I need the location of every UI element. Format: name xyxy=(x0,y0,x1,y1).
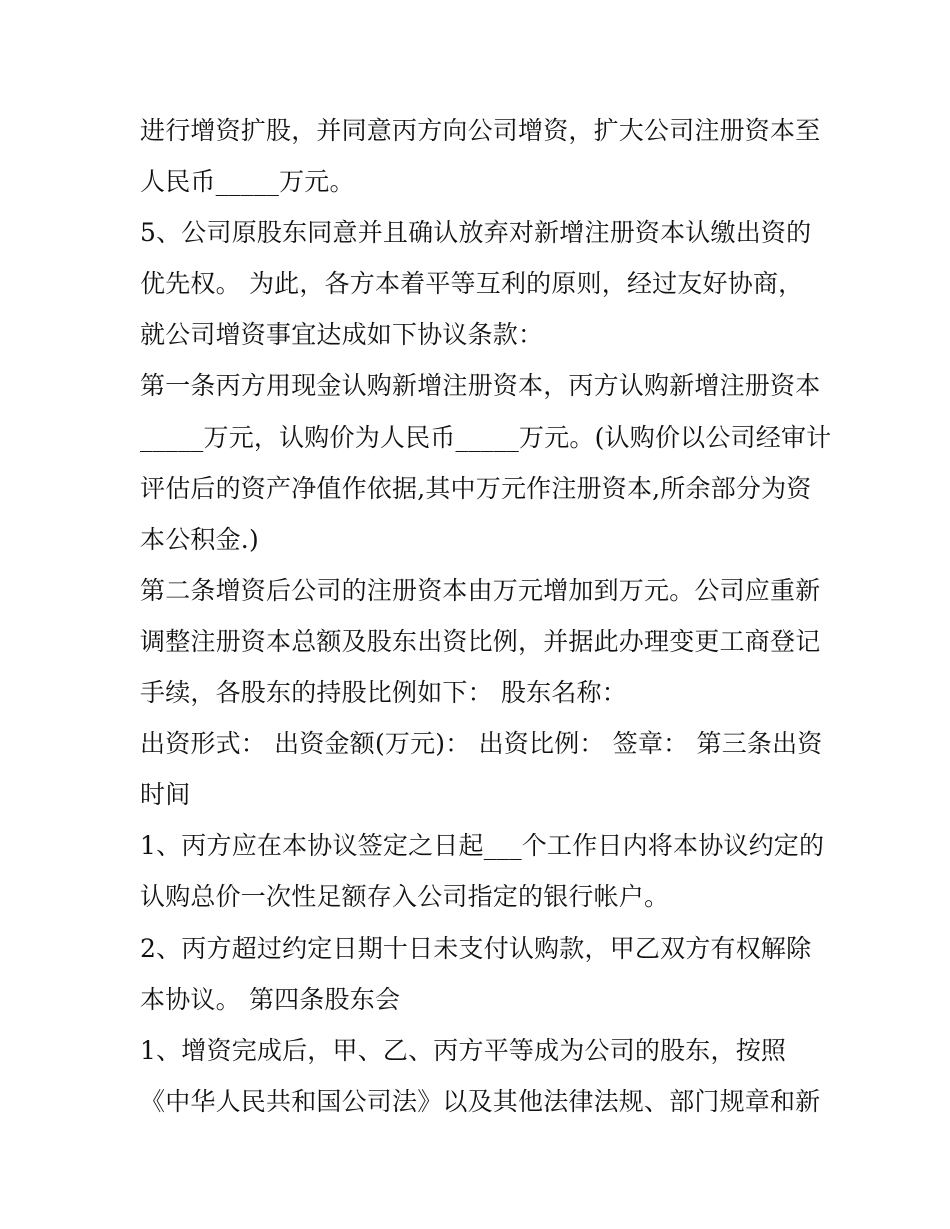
text-line: _____万元，认购价为人民币_____万元。(认购价以公司经审计 xyxy=(140,422,832,452)
text-line: 本协议。 第四条股东会 xyxy=(140,984,401,1014)
text-line: 《中华人民共和国公司法》以及其他法律法规、部门规章和新 xyxy=(140,1086,821,1116)
text-line: 5、公司原股东同意并且确认放弃对新增注册资本认缴出资的 xyxy=(140,218,812,248)
text-line: 2、丙方超过约定日期十日未支付认购款，甲乙双方有权解除 xyxy=(140,933,812,963)
text-line: 第一条丙方用现金认购新增注册资本，丙方认购新增注册资本 xyxy=(140,371,821,401)
text-line: 就公司增资事宜达成如下协议条款： xyxy=(140,320,544,350)
text-line: 1、增资完成后，甲、乙、丙方平等成为公司的股东，按照 xyxy=(140,1035,787,1065)
text-line: 本公积金.) xyxy=(140,524,259,554)
text-line: 进行增资扩股，并同意丙方向公司增资，扩大公司注册资本至 xyxy=(140,116,821,145)
text-line: 手续，各股东的持股比例如下： 股东名称： xyxy=(140,678,627,708)
text-line: 出资形式： 出资金额(万元)： 出资比例： 签章： 第三条出资 xyxy=(140,729,823,759)
text-line: 调整注册资本总额及股东出资比例，并据此办理变更工商登记 xyxy=(140,626,821,656)
text-line: 人民币_____万元。 xyxy=(140,167,355,197)
document-body xyxy=(140,105,832,1127)
text-line: 第二条增资后公司的注册资本由万元增加到万元。公司应重新 xyxy=(140,575,821,605)
text-line: 评估后的资产净值作依据,其中万元作注册资本,所余部分为资 xyxy=(140,473,812,503)
text-line: 时间 xyxy=(140,780,191,810)
text-line: 认购总价一次性足额存入公司指定的银行帐户。 xyxy=(140,882,670,912)
text-line: 1、丙方应在本协议签定之日起___个工作日内将本协议约定的 xyxy=(140,831,825,861)
text-line: 优先权。 为此，各方本着平等互利的原则，经过友好协商， xyxy=(140,269,804,299)
